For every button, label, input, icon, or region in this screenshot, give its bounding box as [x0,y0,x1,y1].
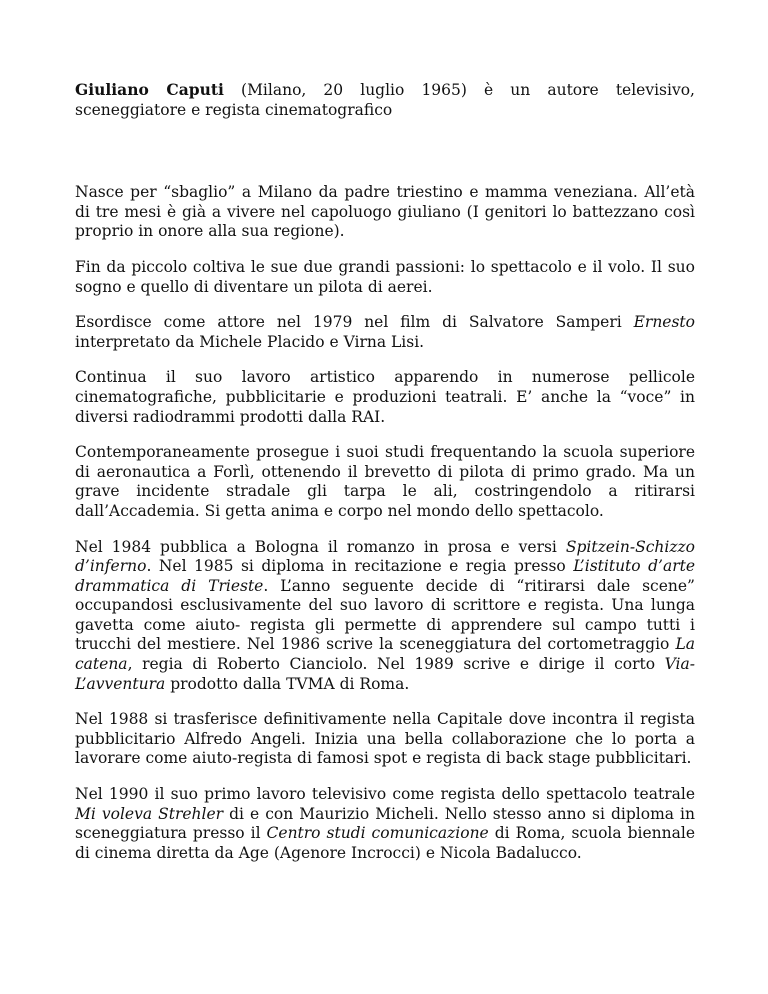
text-run: interpretato da Michele Placido e Virna Lisi. [75,332,425,351]
intro-paragraph [75,80,695,120]
paragraph-birth: Nasce per “sbaglio” a Milano da padre triestino e mamma veneziana. All’età di tre mesi è già a vivere nel capoluogo giuliano (I genitori lo battezzano così proprio in onore alla sua regione). [75,183,695,241]
paragraph-1988: Nel 1988 si trasferisce definitivamente nella Capitale dove incontra il regista pubblicitario Alfredo Angeli. Inizia una bella collaborazione che lo porta a lavorare come aiuto-regista di famosi spot e regista di back stage pubblicitari. [75,710,695,768]
intro-text: (Milano, 20 luglio 1965) è un autore televisivo, sceneggiatore e regista cinematografico [75,81,695,119]
paragraph-1984 [75,538,695,695]
text-run: Nel 1984 pubblica a Bologna il romanzo in prosa e versi [75,537,566,556]
school-name: L’istituto d’arte drammatica di Trieste [75,557,696,595]
novel-title: Spitzein-Schizzo d’inferno [75,537,695,576]
text-run: prodotto dalla TVMA di Roma. [165,674,410,693]
paragraph-artistic-work: Continua il suo lavoro artistico apparendo in numerose pellicole cinematografiche, pubblicitarie e produzioni teatrali. E’ anche la “voce” in diversi radiodrammi prodotti dalla RAI. [75,368,695,426]
text-run: . L’anno seguente decide di “ritirarsi dale scene” occupandosi esclusivamente del suo lavoro di scrittore e regista. Una lunga gavetta come aiuto- regista gli permette di apprendere sul campo tutti i trucchi del mestiere. Nel 1986 scrive la sceneggiatura del cortometraggio [75,576,695,654]
short-film-title: La catena [75,635,695,674]
film-title: Ernesto [633,313,695,332]
text-run: . Nel 1985 si diploma in recitazione e regia presso [146,557,574,576]
text-run: di Roma, scuola biennale di cinema diretta da Age (Agenore Incrocci) e Nicola Badalucco. [75,824,696,862]
subject-name: Giuliano Caputi [75,80,224,99]
school-name: Centro studi comunicazione [266,824,489,843]
text-run: Esordisce come attore nel 1979 nel film di Salvatore Samperi [75,313,634,332]
text-run: di e con Maurizio Micheli. Nello stesso anno si diploma in sceneggiatura presso il [75,804,695,843]
document-page [75,80,695,879]
paragraph-studies: Contemporaneamente prosegue i suoi studi frequentando la scuola superiore di aeronautica a Forlì, ottenendo il brevetto di pilota di primo grado. Ma un grave incidente stradale gli tarpa le ali, costringendolo a ritirarsi dall’Accademia. Si getta anima e corpo nel mondo dello spettacolo. [75,443,695,520]
text-run: Nel 1990 il suo primo lavoro televisivo come regista dello spettacolo teatrale [75,785,695,804]
short-film-title: Via-L’avventura [75,655,695,693]
paragraph-debut [75,313,695,352]
paragraph-1990 [75,785,695,863]
show-title: Mi voleva Strehler [75,804,224,823]
text-run: , regia di Roberto Cianciolo. Nel 1989 scrive e dirige il corto [127,655,665,674]
paragraph-passions: Fin da piccolo coltiva le sue due grandi passioni: lo spettacolo e il volo. Il suo sogno e quello di diventare un pilota di aerei. [75,257,695,296]
